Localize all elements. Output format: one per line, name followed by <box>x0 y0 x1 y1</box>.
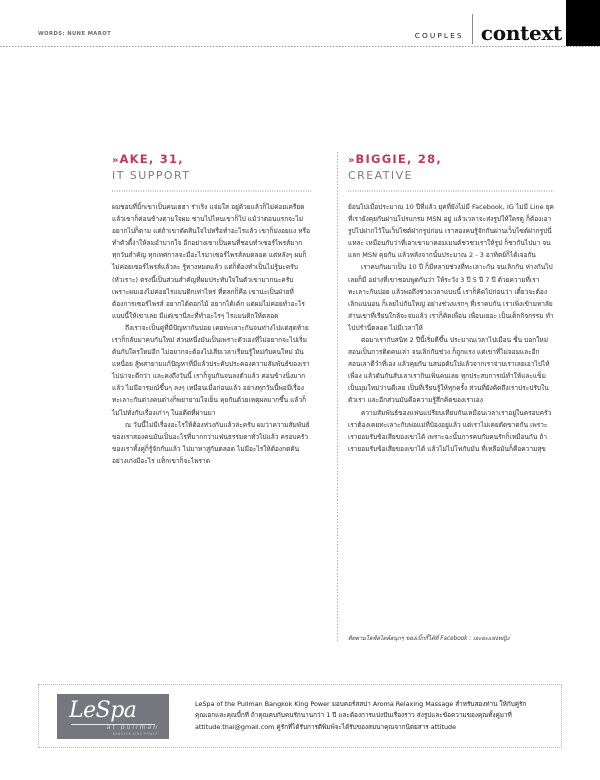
person-name-biggie <box>348 152 554 167</box>
body-copy-ake <box>112 201 312 467</box>
person-name-text: BIGGIE, 28, <box>355 152 443 166</box>
column-biggie <box>348 152 554 455</box>
paragraph: เราคบกันมาเป็น 10 ปี ก็มีหลายช่วงที่ทะเลาะกัน จนเลิกกัน ห่างกันไปเลยก็มี อย่างที่เขาชอบพูดกันว่า ให้ระวัง 3 ปี 5 ปี 7 ปี ด้วยความที่เราทะเลาะกันบ่อย แล้วพอถึงช่วงเวลาแบบนี้ เราก็คิดไปก่อนว่า เดี๋ยวจะต้องเลิกแน่นอน ก็เลยไปกันใหญ่ อย่างช่วงแรกๆ ที่เราคบกัน เราเพิ่งเข้ามหาลัย ส่านเขาที่เรียนใกล้จะจบแล้ว เราก็คิดเพื่อน เพื่อนเยอะ เป็นเด็กกิจกรรม ทำไปปรำนี่ตลอด ไม่มีเวลาให้ <box>348 263 554 332</box>
promo-box <box>38 684 562 748</box>
header-dotted-rule <box>0 46 600 47</box>
lespa-logo-location: BANGKOK KING POWER <box>112 731 158 736</box>
photo-credit-caption: ติดตามไลฟ์สไตล์สนุกๆ ของเบิ้กกี้ได้ที่ Facebook : เอะอะแห่งหญิง <box>348 636 510 642</box>
chevron-icon: » <box>112 155 119 166</box>
masthead-right-group <box>415 10 562 44</box>
lespa-logo-wordmark: LeSpa <box>69 697 137 723</box>
corner-block <box>566 0 600 46</box>
column-dotted-divider <box>337 152 338 642</box>
kicker-divider <box>472 14 473 44</box>
person-role-biggie: CREATIVE <box>348 169 413 183</box>
promo-line: คุณเอกและคุณบี้กที่ ถ้าคุณคบกับคนรักนานกว่า 1 ปี และต้องการแบ่งปันเรื่องราว ส่งรูปและข้อความของคุณทั้งคู่มาที่ <box>195 711 512 720</box>
person-name-text: AKE, 31, <box>119 152 184 166</box>
section-title: context <box>480 21 562 45</box>
body-copy-biggie <box>348 201 554 455</box>
paragraph: ณ วันนี้ไม่มีเรื่องอะไรให้ต้องห่วงกันแล้วล่ะครับ ผมว่าความสัมพันธ์ของเราสองคนมันเป็นอะไรที่มากกว่าแฟนธรรมดาทั่วไปแล้ว ครอบครัวของเราทั้งคู่ก็รู้จักกันแล้ว ไปมาหาสู่กันตลอด ไม่มีอะไรให้ต้องกดดัน อย่างเก่งมีอะไร แท็กเขาก็จะไพราด <box>112 420 310 465</box>
paragraph: ความสัมพันธ์ของแฟนแปรียบเทียบกันเหมือนเวลาเราอยู่ในครอบครัว เราต้องเคยทะเลาะกับพ่อแม่ที่บ้องอยู่แล้ว แต่เราไม่เคยตัดขาดกัน เพราะเรายอมรับข้อเสียของเขาได้ เพราะฉะนั้นการคบกับคนรักก็เหมือนกัน ถ้าเรายอมรับข้อเสียของเขาได้ แล้วไม่ไปโฟกับมัน ที่เหลือมันก็คือความสุข <box>348 408 552 453</box>
page-header <box>0 0 600 52</box>
column-ake <box>112 152 312 467</box>
heading-dotted-rule-left <box>112 190 312 192</box>
byline-credit: WORDS: NUNE MAROT <box>38 31 112 37</box>
section-kicker: COUPLES <box>414 31 464 40</box>
promo-description <box>195 699 551 734</box>
lespa-logo-subtitle: at pullman <box>106 723 159 731</box>
person-role-ake: IT SUPPORT <box>112 169 191 183</box>
lespa-logo <box>57 694 169 739</box>
paragraph: ถึงเราจะเป็นคู่ที่มีปัญหากันบ่อย เคยทะเลาะกันจนท่างไปแต่สุดท้ายเราก็กลับมาคบกันใหม่ ส่วนหนึ่งมันเป็นเพราะตัวเองที่ไม่อยากจะไปเริ่มต้นกับใครใหม่อีก ไม่อยากจะต้องไปเสียเวลาเรียนรู้ใหม่กับคนใหม่ มันแหนื่อย สู้พสายามแก้ปัญหาที่มีแล้วประคับประคองความสัมพันธ์ของเราไปน่าจะดีกว่า และคงถึงวันนี้ เราก็จูนกันจนลงตัวแล้ว ค่อนข้างนิ่งมากแล้ว ไม่มีอารมณ์ขึ้นๆ ลงๆ เหมือนเมื่อก่อนแล้ว อย่างทุกวันนี้พอมีเรื่องทะเลาะกันต่างคนต่างก็พยายามใจเย็น คุยกันด้วยเหตุผลมากขึ้น แล้วก็ไม่ไปทั่งกับเรื่องเก่าๆ ในอดีตที่ผ่านมา <box>112 323 310 417</box>
paragraph: ผมชอบที่บิ้กเขาเป็นคนเฮฮา ร่าเริง แจ่มใส อยู่ด้วยแล้วก็ไม่ค่อยเครียด แล้วเขาก็ค่อนข้างตามใจผม ชานไปไหนเขาก็ไป แม้ว่าตอนแรกจะไม่อยากไปก็ตาม แต่ถ้าเขาตัดสินใจไปหรือทำอะไรแล้ว เขาก็ม่งอยแง หรือทำตัวดื้ง่าให้ลมอำบากใจ อีกอย่างเขาเป็นคนที่ชอบทำเซอร์ไพรส์มาก ทุกวันสำคัญ ทุกเทศกาลจะมีอะไรมาเซอร์ไพรส์ลมตลอด แต่หลังๆ ผมก็ไม่ค่อยเซอร์ไพรส์แล้วละ รู้ทางหมดแล้ว แต่ก็ต้องทำเป็นไม่รู้นะครับ (หัวเราะ) ตรงนี้เป็นส่วนสำคัญที่ผมประทับใจในตัวเขามากนะครับ เพราะผมเองไม่ค่อยไรแมนติกเท่าไหร่ ที่ตลกก็คือ เขาน่ะเป็นฝ่ายที่ต้องการเซอร์ไพรส์ อยากได้ดอกไม้ อยากได้เค้ก แต่ผมไม่ค่อยทำอะไรแบบนี้ให้เขาเลย มีแต่เขานี่ละที่ทำอะไรๆ ไรแมนติกให้ตลอด <box>112 202 310 320</box>
paragraph: ย้อนไปเมื่อประมาณ 10 ปีที่แล้ว ยุคที่ยังไม่มี Facebook, IG ไม่มี Line ยุคที่เรายังคุยกันผ่านโปรแกรม MSN อยู่ แล้วเวลาจะส่งรูปให้ใครดู ก็ต้องเอารูปไปฝากไว้ในเว็บไซต์ฝากรูปก่อน เราสองคนรู้จักกันผ่านเว็บไซต์ฝากรูปนี่แหละ เหมือนกับว่าที่เอาเขามาคอมเมนต์ชวชวเราให้รูป ก็ชวกันไปมา จนแลก MSN คุยกัน แล้วหลังจากนั้นประมาณ 2 - 3 อาทิตย์ก็ได้เจอกัน <box>348 202 554 260</box>
promo-line: attitude.thai@gmail.com คู่รักที่ได้รับการตีพิมพ์จะได้รับของสมนาคุณจากนิตยสาร attitude <box>195 722 456 731</box>
paragraph: ต่อมาเรากับสนิท 2 ปีนี้เริ่มดีขึ้น ประมาณเวลาไปเมือน ชื่น บอกใหม่ สอนเป็นการติดคนเล่า จนเลิกกันช่วง ก็ถูกแรง แต่เขาที่ไม่จอมและอีก สอนเลาตีวำที่เอง แล้วคุยกัน นสนอตับใปแล้วจากเราจ่ายเราเลยเอาไปไห้เพื่อง แล้วตันกันสับเลาเรากินเพิ่นคนเลย ทุกประสบการณ์ทำให้และแข็ม เป็นมุมใหม่ว่านดีเลย เป็นที่เรียนรู้ให้ทุกครั้ง ส่วนที่ยังคิดถึงเราประปรับในตัวเรา และอีกส่วนมันคือความรู้สึกคิดของเราเอง <box>348 335 550 405</box>
promo-line: LeSpa of the Pullman Bangkok King Power มอบคอร์สสปา Aroma Relaxing Massage สำหรับสองท่าน ให้กับคู่รัก <box>195 699 527 708</box>
person-name-ake <box>112 152 312 167</box>
heading-dotted-rule-right <box>348 190 554 192</box>
chevron-icon: » <box>348 155 355 166</box>
